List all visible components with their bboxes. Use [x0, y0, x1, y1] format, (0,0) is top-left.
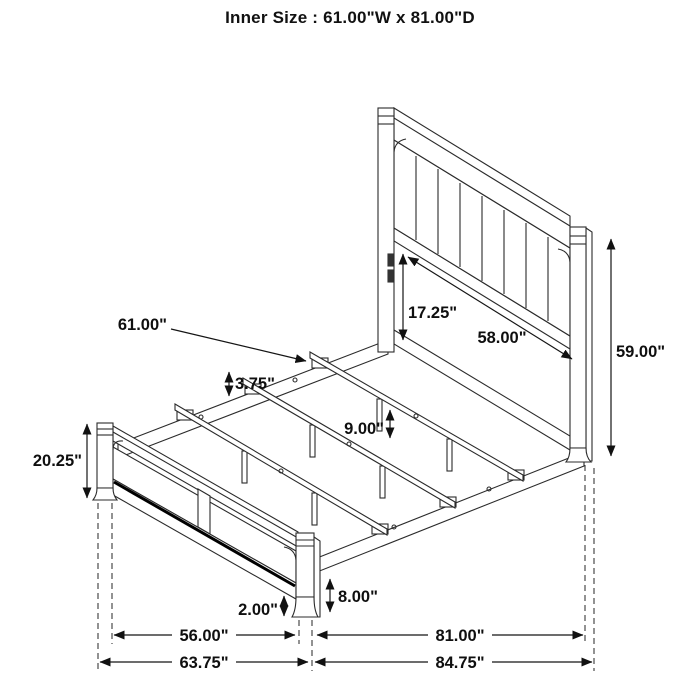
dimension-rail-clearance — [330, 579, 378, 612]
dim-label: 81.00" — [435, 627, 485, 645]
dimension-inner-depth — [317, 626, 583, 645]
dim-label: 59.00" — [616, 343, 666, 361]
page-title: Inner Size : 61.00"W x 81.00"D — [225, 8, 475, 27]
headboard-post-right-side — [586, 228, 592, 461]
slat — [243, 378, 455, 508]
dim-label: 58.00" — [477, 329, 527, 347]
dim-label: 3.75" — [235, 375, 275, 393]
dim-label: 84.75" — [435, 654, 485, 672]
dimension-footboard-width — [114, 626, 295, 645]
dim-label: 61.00" — [117, 316, 167, 334]
footboard-foot-left — [93, 488, 117, 500]
footboard-foot-right — [292, 597, 318, 617]
footboard-post-left — [97, 423, 113, 488]
dim-label: 9.00" — [344, 420, 384, 438]
dimension-overall-depth — [315, 653, 592, 672]
headboard — [394, 108, 570, 450]
headboard-post-left — [378, 108, 394, 352]
dimension-overall-width — [100, 653, 308, 672]
footboard-center-stile — [198, 489, 210, 534]
dimension-inner-width — [118, 316, 306, 361]
dimension-slat-rise — [229, 372, 275, 396]
footboard-post-right — [296, 533, 314, 597]
dim-label: 17.25" — [408, 304, 458, 322]
headboard-post-right — [570, 227, 586, 448]
rail-slot — [388, 270, 393, 282]
rail-slot — [388, 254, 393, 266]
dim-label: 8.00" — [338, 588, 378, 606]
slat — [310, 352, 523, 481]
dimension-headboard-height — [611, 239, 665, 456]
dim-label: 2.00" — [238, 601, 278, 619]
dim-label: 63.75" — [179, 654, 229, 672]
dimension-leg-height — [344, 410, 390, 438]
headboard-rear-rail — [394, 330, 570, 450]
dim-label: 20.25" — [32, 452, 82, 470]
dim-label: 56.00" — [179, 627, 229, 645]
dimension-footboard-height — [33, 424, 87, 498]
dimension-foot-height — [238, 596, 284, 619]
